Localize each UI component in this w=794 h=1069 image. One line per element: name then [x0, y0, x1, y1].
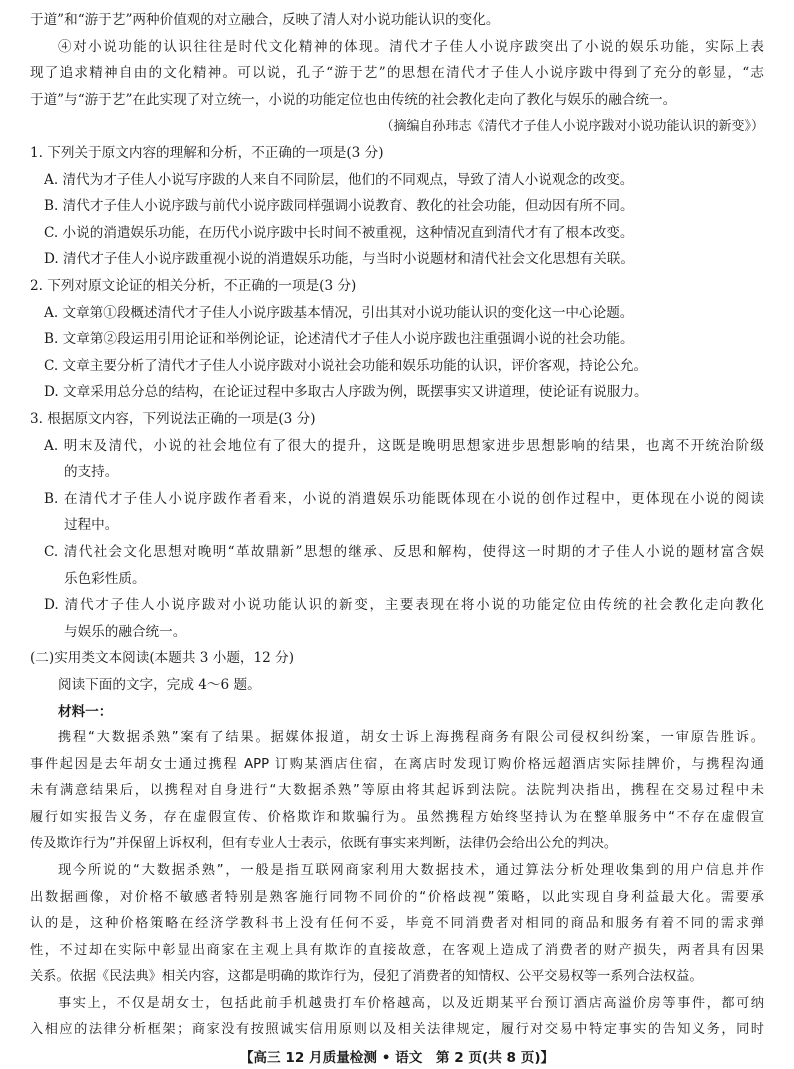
question-3-option-b-cont: 过程中。	[64, 517, 119, 533]
material-line: 携程“大数据杀熟”案有了结果。据媒体报道，胡女士诉上海携程商务有限公司侵权纠纷案，一审原告胜诉。	[58, 730, 764, 745]
material-line: 性，不过却在实际中彰显出商家在主观上具有欺诈的直接故意，在客观上造成了消费者的财产损失，两者具有因果	[30, 943, 764, 958]
material-line: 未有满意结果后，以携程对自身进行“大数据杀熟”等原由将其起诉到法院。法院判决指出，携程在交易过程中未	[30, 783, 764, 798]
question-3-option-a-cont: 的支持。	[64, 464, 119, 480]
page-footer: 【高三 12 月质量检测 • 语文 第 2 页(共 8 页)】	[239, 1050, 555, 1066]
text-line: ④对小说功能的认识往往是时代文化精神的体现。清代才子佳人小说序跋突出了小说的娱乐功能，实际上表	[58, 39, 764, 55]
question-2-option-b: B. 文章第②段运用引用论证和举例论证，论述清代才子佳人小说序跋也注重强调小说的社会功能。	[44, 331, 634, 347]
material-line: 关系。依据《民法典》相关内容，这都是明确的欺诈行为，侵犯了消费者的知情权、公平交易权等一系列合法权益。	[30, 969, 703, 984]
material-line: 现今所说的“大数据杀熟”，一般是指互联网商家利用大数据技术，通过算法分析处理收集到的用户信息并作	[58, 863, 764, 878]
question-2-option-c: C. 文章主要分析了清代才子佳人小说序跋对小说社会功能和娱乐功能的认识，评价客观，持论公允。	[44, 358, 648, 374]
material-line: 出数据画像，对价格不敏感者特别是熟客施行同物不同价的“价格歧视”策略，以此实现自身利益最大化。需要承	[30, 890, 764, 905]
question-3-stem: 3. 根据原文内容，下列说法正确的一项是(3 分)	[30, 411, 316, 427]
material-line: 入相应的法律分析框架；商家没有按照诚实信用原则以及相关法律规定，履行对交易中特定事实的告知义务，同时	[30, 1022, 764, 1037]
question-2-stem: 2. 下列对原文论证的相关分析，不正确的一项是(3 分)	[30, 278, 357, 294]
section-instruction: 阅读下面的文字，完成 4～6 题。	[58, 677, 261, 693]
material-line: 事实上，不仅是胡女士，包括此前手机越贵打车价格越高，以及近期某平台预订酒店高溢价房等事件，都可纳	[58, 996, 764, 1011]
question-1-stem: 1. 下列关于原文内容的理解和分析，不正确的一项是(3 分)	[30, 145, 384, 161]
material-line: 传及欺诈行为”并保留上诉权利，但有专业人士表示，依既有事实来判断，法律仍会给出公允的判决。	[30, 836, 618, 851]
question-1-option-d: D. 清代才子佳人小说序跋重视小说的消遣娱乐功能，与当时小说题材和清代社会文化思想有关联。	[44, 251, 634, 267]
text-line: 于道”与“游于艺”在此实现了对立统一，小说的功能定位也由传统的社会教化走向了教化与娱乐的融合统一。	[30, 92, 677, 108]
question-3-option-c: C. 清代社会文化思想对晚明“革故鼎新”思想的继承、反思和解构，使得这一时期的才子佳人小说的题材富含娱	[44, 544, 764, 560]
material-heading: 材料一：	[58, 704, 113, 720]
material-line: 事件起因是去年胡女士通过携程 APP 订购某酒店住宿，在离店时发现订购价格远超酒店实际挂牌价，与携程沟通	[30, 757, 764, 772]
question-3-option-b: B. 在清代才子佳人小说序跋作者看来，小说的消遣娱乐功能既体现在小说的创作过程中，更体现在小说的阅读	[44, 491, 764, 507]
question-1-option-a: A. 清代为才子佳人小说写序跋的人来自不同阶层，他们的不同观点，导致了清人小说观念的改变。	[44, 172, 634, 188]
material-line: 履行如实报告义务，存在虚假宣传、价格欺诈和欺骗行为。虽然携程方始终坚持认为在整单服务中“不存在虚假宣	[30, 810, 764, 825]
question-1-option-b: B. 清代才子佳人小说序跋与前代小说序跋同样强调小说教育、教化的社会功能，但动因有所不同。	[44, 198, 634, 214]
material-line: 认的是，这种价格策略在经济学教科书上没有任何不妥，毕竟不同消费者对相同的商品和服务有着不同的需求弹	[30, 916, 764, 931]
source-citation: （摘编自孙玮志《清代才子佳人小说序跋对小说功能认识的新变》）	[380, 119, 764, 134]
question-2-option-a: A. 文章第①段概述清代才子佳人小说序跋基本情况，引出其对小说功能认识的变化这一中心论题。	[44, 305, 634, 321]
section-title: (二)实用类文本阅读(本题共 3 小题，12 分)	[30, 650, 295, 666]
question-3-option-c-cont: 乐色彩性质。	[64, 571, 146, 587]
text-line: 现了追求精神自由的文化精神。可以说，孔子“游于艺”的思想在清代才子佳人小说序跋中得到了充分的彰显，“志	[30, 65, 764, 81]
question-3-option-d-cont: 与娱乐的融合统一。	[64, 624, 187, 640]
question-2-option-d: D. 文章采用总分总的结构，在论证过程中多取古人序跋为例，既摆事实又讲道理，使论证有说服力。	[44, 384, 648, 400]
question-3-option-a: A. 明末及清代，小说的社会地位有了很大的提升，这既是晚明思想家进步思想影响的结果，也离不开统治阶级	[44, 438, 764, 454]
question-1-option-c: C. 小说的消遣娱乐功能，在历代小说序跋中长时间不被重视，这种情况直到清代才有了根本改变。	[44, 225, 634, 241]
text-line: 于道”和“游于艺”两种价值观的对立融合，反映了清人对小说功能认识的变化。	[30, 12, 500, 28]
question-3-option-d: D. 清代才子佳人小说序跋对小说功能认识的新变，主要表现在将小说的功能定位由传统的社会教化走向教化	[44, 597, 764, 613]
